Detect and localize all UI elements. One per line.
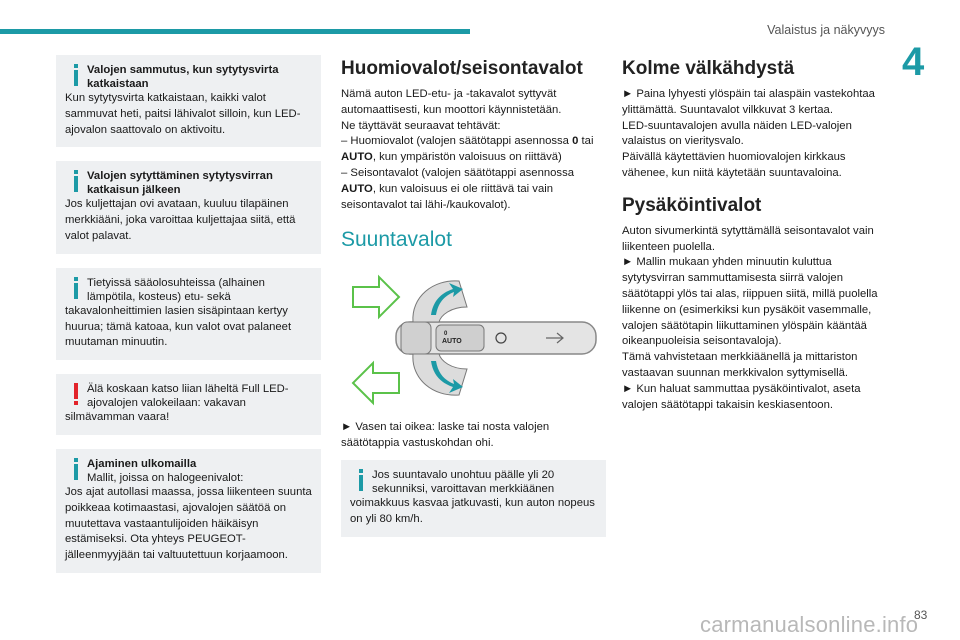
paragraph: Ne täyttävät seuraavat tehtävät: bbox=[341, 119, 501, 132]
info-note bbox=[341, 460, 606, 537]
info-icon bbox=[359, 469, 363, 491]
text: , kun ympäristön valoisuus on riittävä) bbox=[372, 151, 562, 164]
note-lead: Jos suuntavalo unohtuu päälle yli 20 sekunniksi, varoittavan merkkiäänen bbox=[372, 468, 555, 495]
list-item bbox=[341, 166, 606, 213]
paragraph: Päivällä käytettävien huomiovalojen kirkkaus vähenee, kun niitä käytetään suuntavaloina. bbox=[622, 151, 846, 179]
paragraph: ► Paina lyhyesti ylöspäin tai alaspäin vastekohtaa ylittämättä. Suuntavalot vilkkuvat 3 kertaa. bbox=[622, 88, 875, 116]
note-lead: Älä koskaan katso liian läheltä Full LED-ajovalojen valokeilaan: vakavan bbox=[87, 383, 289, 410]
zero-label: 0 bbox=[444, 331, 448, 338]
watermark: carmanualsonline.info bbox=[700, 612, 919, 637]
note-heading: Valojen sammutus, kun sytytysvirta katkaistaan bbox=[87, 64, 279, 90]
middle-column bbox=[341, 57, 606, 537]
header-accent-bar bbox=[0, 29, 470, 34]
arrow-right-icon bbox=[353, 277, 399, 317]
info-note bbox=[56, 55, 321, 147]
section-title: Valaistus ja näkyvyys bbox=[767, 23, 885, 37]
info-note bbox=[56, 268, 321, 360]
paragraph: LED-suuntavalojen avulla näiden LED-valojen valaistus on vieritysvalo. bbox=[622, 119, 852, 148]
list-item bbox=[341, 134, 606, 166]
note-body: Jos ajat autollasi maassa, jossa liikenteen suunta poikkeaa kotimaastasi, ajovalojen säätöä on muutettava vastaantulijoiden häikäisyn estämiseksi. Ota yhteys PEUGEOT-jälleenmyyjään tai valtuutettuun korjaamoon. bbox=[65, 485, 312, 562]
note-body: silmävamman vaara! bbox=[65, 411, 170, 424]
stalk-ring bbox=[401, 322, 431, 354]
text: 0 bbox=[572, 135, 579, 148]
note-body: Jos kuljettajan ovi avataan, kuuluu tilapäinen merkkiääni, joka varoittaa kuljettajaa siitä, että valot palavat. bbox=[65, 198, 296, 242]
heading-daytime-lights: Huomiovalot/seisontavalot bbox=[341, 58, 583, 79]
note-body: voimakkuus kasvaa jatkuvasti, kun auton nopeus on yli 80 km/h. bbox=[350, 496, 595, 525]
info-note bbox=[56, 161, 321, 253]
chapter-number: 4 bbox=[902, 40, 925, 84]
arrow-left-icon bbox=[353, 363, 399, 403]
text: AUTO bbox=[341, 151, 373, 164]
text: , kun valoisuus ei ole riittävä tai vain seisontavalot tai lähi-/kaukovalot). bbox=[341, 182, 554, 211]
heading-direction-indicators: Suuntavalot bbox=[341, 228, 452, 252]
paragraph: ► Mallin mukaan yhden minuutin kuluttua sytytysvirran sammuttamisesta siirrä valojen säätötappi ylös tai alas, riippuen siitä, millä puolella liikenne on (esimerkiksi kun pysäköit vasemmalle, valojen säätötapin liikuttaminen ylöspäin kääntää oikeanpuoleisia seisontavaloja). bbox=[622, 256, 878, 348]
text: – Seisontavalot (valojen säätötappi asennossa bbox=[341, 166, 574, 179]
heading-three-flashes: Kolme välkähdystä bbox=[622, 58, 795, 79]
text: AUTO bbox=[341, 182, 373, 195]
text: tai bbox=[578, 135, 594, 148]
stalk-illustration bbox=[341, 267, 606, 409]
page-number: 83 bbox=[914, 608, 928, 622]
note-lead: Tietyissä sääolosuhteissa (alhainen lämpötila, kosteus) etu- sekä bbox=[87, 276, 265, 303]
notes-column bbox=[56, 55, 321, 587]
note-heading: Valojen sytyttäminen sytytysvirran katkaisun jälkeen bbox=[87, 170, 273, 197]
info-icon bbox=[74, 64, 78, 86]
paragraph: Auton sivumerkintä sytyttämällä seisontavalot vain liikenteen puolella. bbox=[622, 224, 874, 253]
heading-parking-lights: Pysäköintivalot bbox=[622, 194, 762, 216]
warning-icon bbox=[74, 383, 78, 405]
note-body: Kun sytytysvirta katkaistaan, kaikki valot sammuvat heti, paitsi lähivalot silloin, kun LED-ajovalon saattovalo on aktivoitu. bbox=[65, 92, 301, 136]
paragraph: ► Kun haluat sammuttaa pysäköintivalot, aseta valojen säätötappi takaisin keskiasentoon. bbox=[622, 382, 861, 411]
paragraph: ► Vasen tai oikea: laske tai nosta valojen säätötappia vastuskohdan ohi. bbox=[341, 421, 550, 450]
info-note bbox=[56, 449, 321, 573]
info-icon bbox=[74, 277, 78, 299]
text: – Huomiovalot (valojen säätötappi asennossa bbox=[341, 135, 573, 148]
note-heading: Ajaminen ulkomailla bbox=[87, 457, 197, 470]
auto-label: AUTO bbox=[442, 338, 462, 346]
right-column bbox=[622, 57, 892, 413]
paragraph: Nämä auton LED-etu- ja -takavalot syttyvät automaattisesti, kun moottori käynnistetään. bbox=[341, 88, 562, 116]
info-icon bbox=[74, 458, 78, 480]
warning-note bbox=[56, 374, 321, 435]
note-lead: Mallit, joissa on halogeenivalot: bbox=[87, 471, 244, 484]
paragraph: Tämä vahvistetaan merkkiäänellä ja mittariston vastaavan suunnan merkkivalon syttymisellä. bbox=[622, 351, 858, 379]
note-body: takavalonheittimien lasien sisäpintaan kertyy huurua; tämä katoaa, kun valot ovat palaneet muutaman minuutin. bbox=[65, 304, 292, 349]
info-icon bbox=[74, 170, 78, 192]
